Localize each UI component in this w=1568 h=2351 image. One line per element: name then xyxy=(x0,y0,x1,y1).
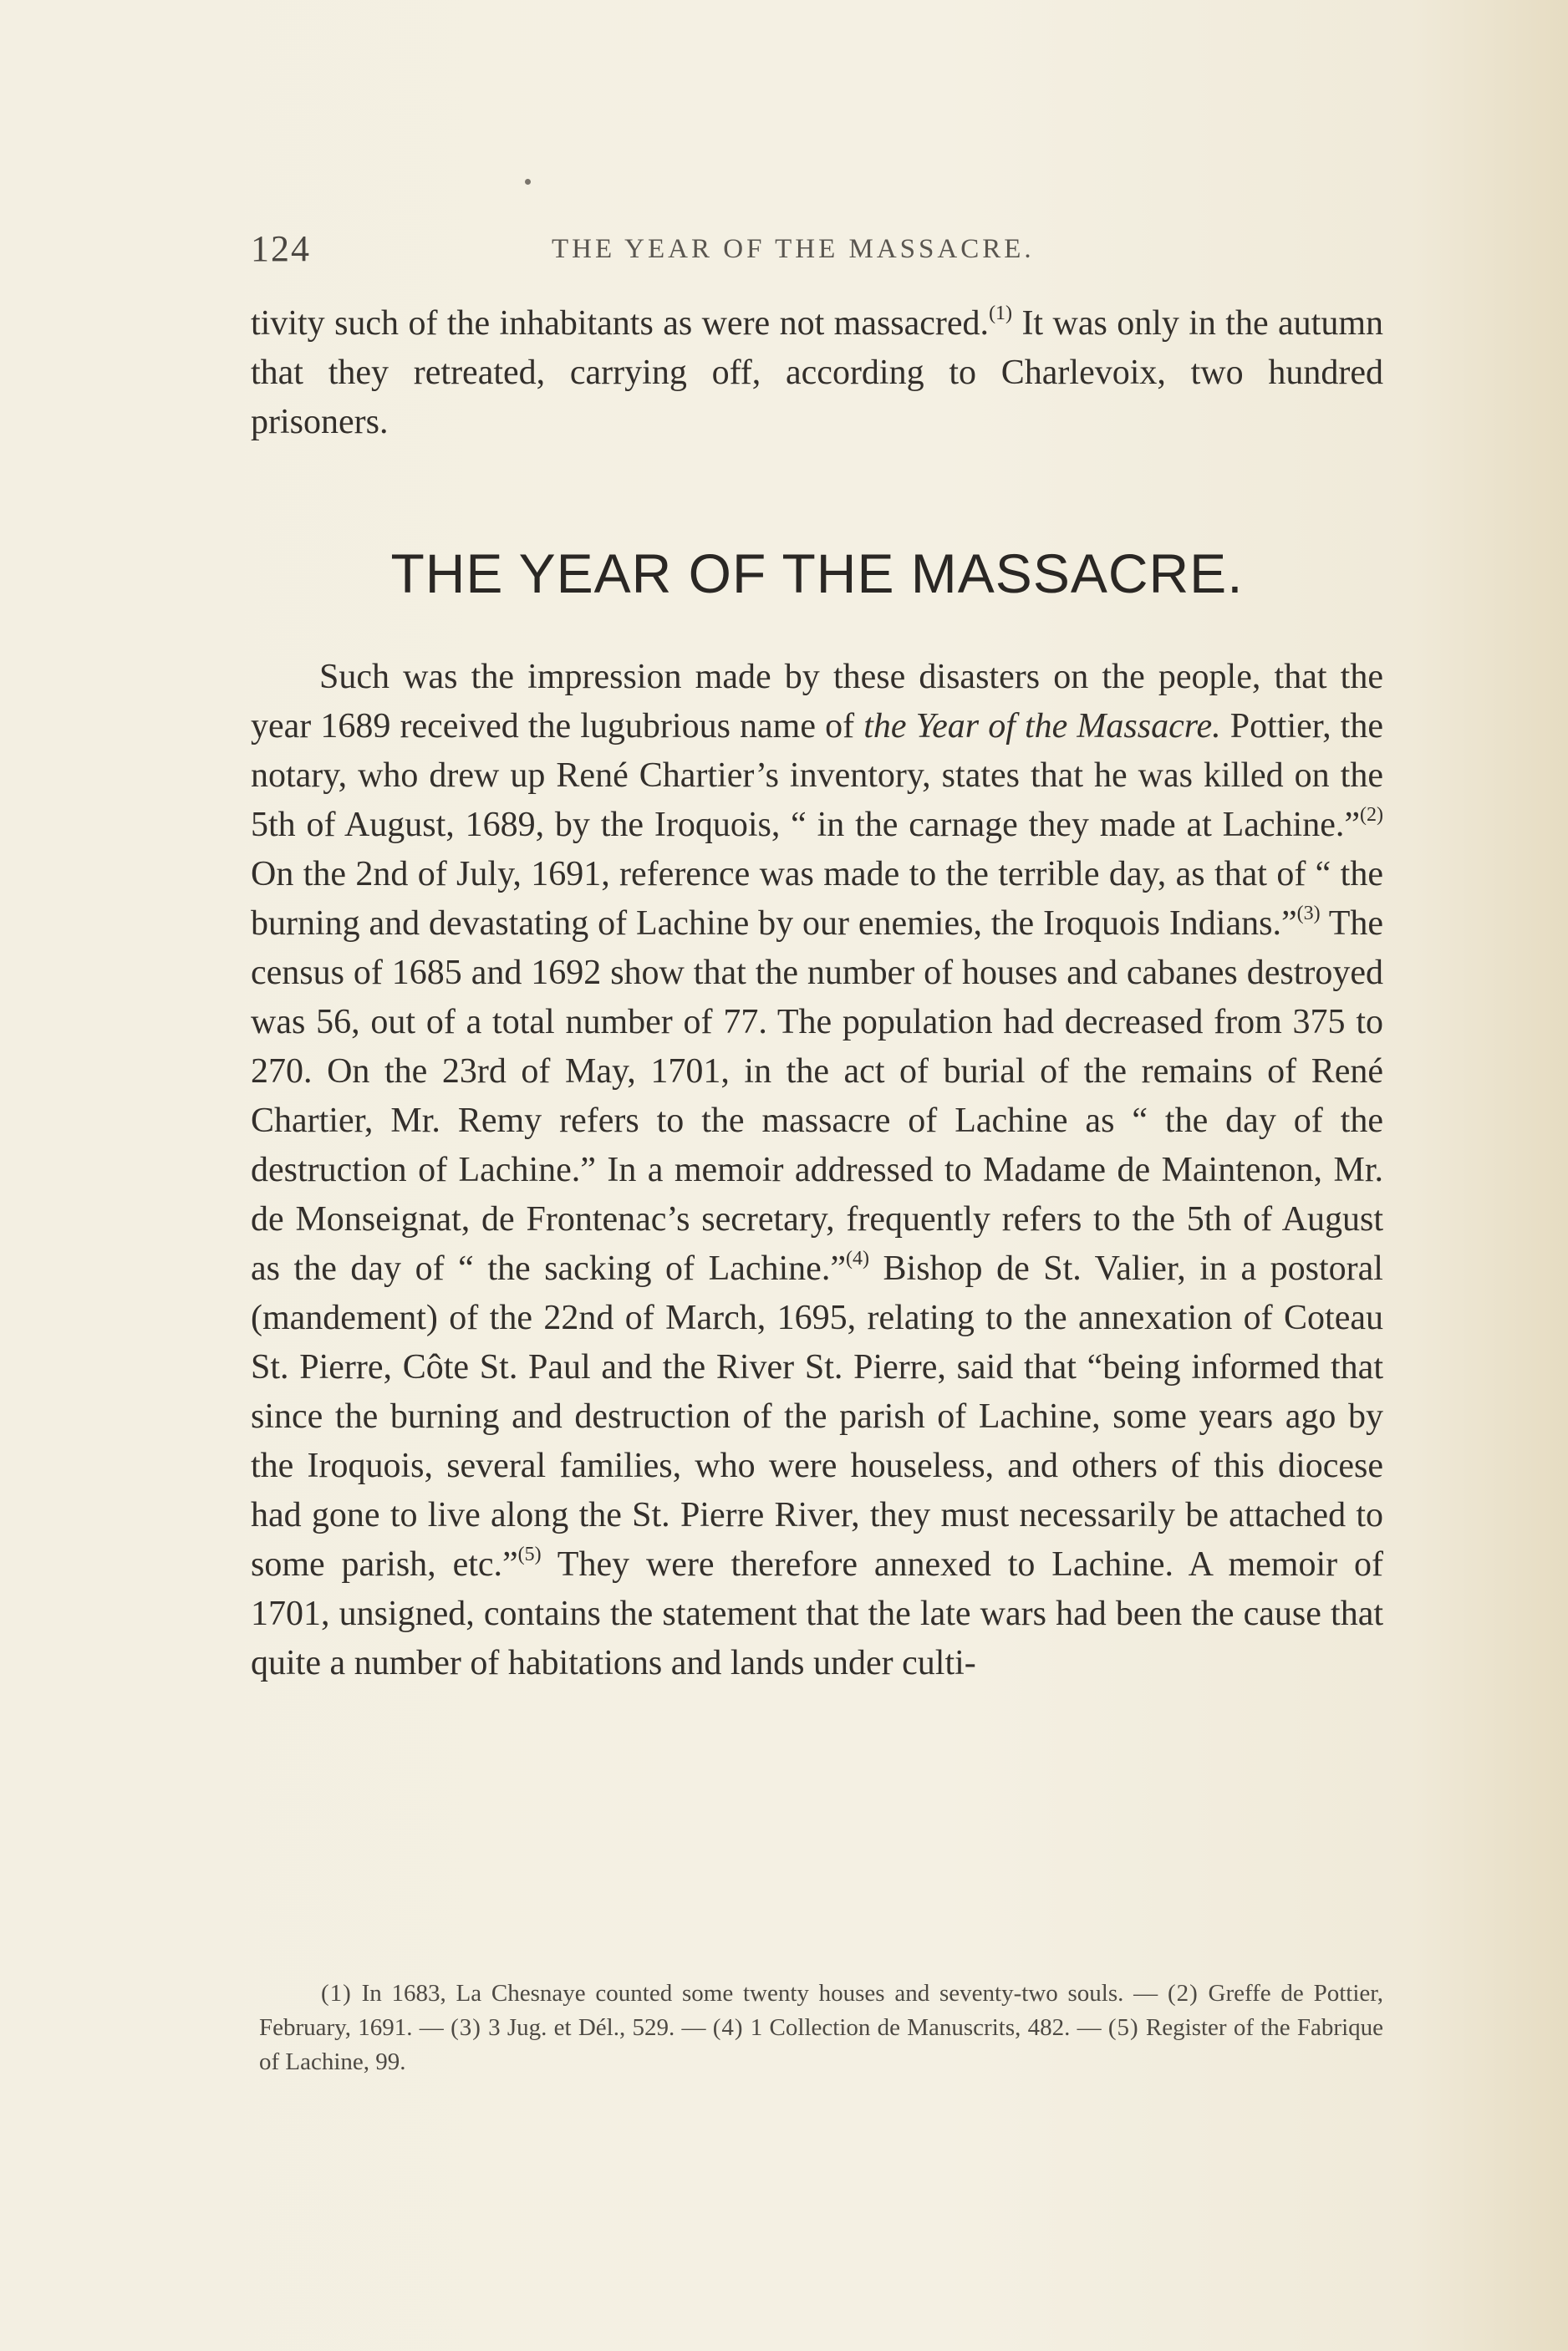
footnote-ref-2: (2) xyxy=(1360,804,1383,826)
continuation-paragraph xyxy=(251,299,1383,447)
footnote-number: (4) xyxy=(712,2014,744,2041)
italic-phrase: the Year of the Massacre. xyxy=(863,707,1221,746)
footnote-ref-3: (3) xyxy=(1296,903,1321,924)
continuation-text: It was only in the autumn that they retreated, carrying off, according to Charlevoix, two hundred prisoners. xyxy=(251,304,1383,441)
section-title: THE YEAR OF THE MASSACRE. xyxy=(390,542,1244,604)
footnote-number: (3) xyxy=(451,2014,481,2041)
footnote-number: (2) xyxy=(1167,1980,1199,2007)
footnote-ref-5: (5) xyxy=(517,1544,542,1565)
paragraph-text: Such was the impression made by these disasters on the people, that the year 1689 received the lugubrious name of xyxy=(251,658,1383,746)
footnote-ref-1: (1) xyxy=(989,303,1013,324)
page-number: 124 xyxy=(251,228,311,269)
footnote-text: Register of the Fabrique of Lachine, 99. xyxy=(259,2014,1383,2075)
ink-speck xyxy=(525,179,531,185)
paragraph-text: Bishop de St. Valier, in a postoral (mandement) of the 22nd of March, 1695, relating to the annexation of Coteau St. Pierre, Côte St. Paul and the River St. Pierre, said that “being informed that since the burning and destruction of the parish of Lachine, some years ago by the Iroquois, several families, who were houseless, and others of this diocese had gone to live along the St. Pierre River, they must necessarily be attached to some parish, etc.” xyxy=(251,1249,1383,1584)
paragraph-text: On the 2nd of July, 1691, reference was made to the terrible day, as that of “ the burning and devastating of Lachine by our enemies, the Iroquois Indians.” xyxy=(251,855,1383,943)
running-title: THE YEAR OF THE MASSACRE. xyxy=(552,234,1035,264)
paragraph-text: The census of 1685 and 1692 show that the number of houses and cabanes destroyed was 56, out of a total number of 77. The population had decreased from 375 to 270. On the 23rd of May, 1701, in the act of burial of the remains of René Chartier, Mr. Remy refers to the massacre of Lachine as “ the day of the destruction of Lachine.” In a memoir addressed to Madame de Maintenon, Mr. de Monseignat, de Frontenac’s secretary, frequently refers to the 5th of August as the day of “ the sacking of Lachine.” xyxy=(251,904,1383,1288)
footnote-text: Greffe de Pottier, February, 1691. — xyxy=(259,1980,1383,2041)
paragraph-text: They were therefore annexed to Lachine. A memoir of 1701, unsigned, contains the statement that the late wars had been the cause that quite a number of habitations and lands under culti- xyxy=(251,1545,1383,1682)
footnote-number: (1) xyxy=(321,1980,352,2007)
footnote-text: In 1683, La Chesnaye counted some twenty houses and seventy-two souls. — xyxy=(351,1980,1168,2007)
paragraph-text: Pottier, the notary, who drew up René Chartier’s inventory, states that he was killed on the 5th of August, 1689, by the Iroquois, “ in the carnage they made at Lachine.” xyxy=(251,707,1383,844)
footnotes xyxy=(259,1977,1383,2079)
footnote-ref-4: (4) xyxy=(845,1248,869,1270)
footnote-number: (5) xyxy=(1107,2014,1139,2041)
footnote-text: 3 Jug. et Dél., 529. — xyxy=(481,2014,713,2041)
running-head xyxy=(251,227,1383,277)
main-paragraph xyxy=(251,653,1383,1688)
footnote-text: 1 Collection de Manuscrits, 482. — xyxy=(743,2014,1108,2041)
continuation-text: tivity such of the inhabitants as were not massacred. xyxy=(251,304,990,343)
